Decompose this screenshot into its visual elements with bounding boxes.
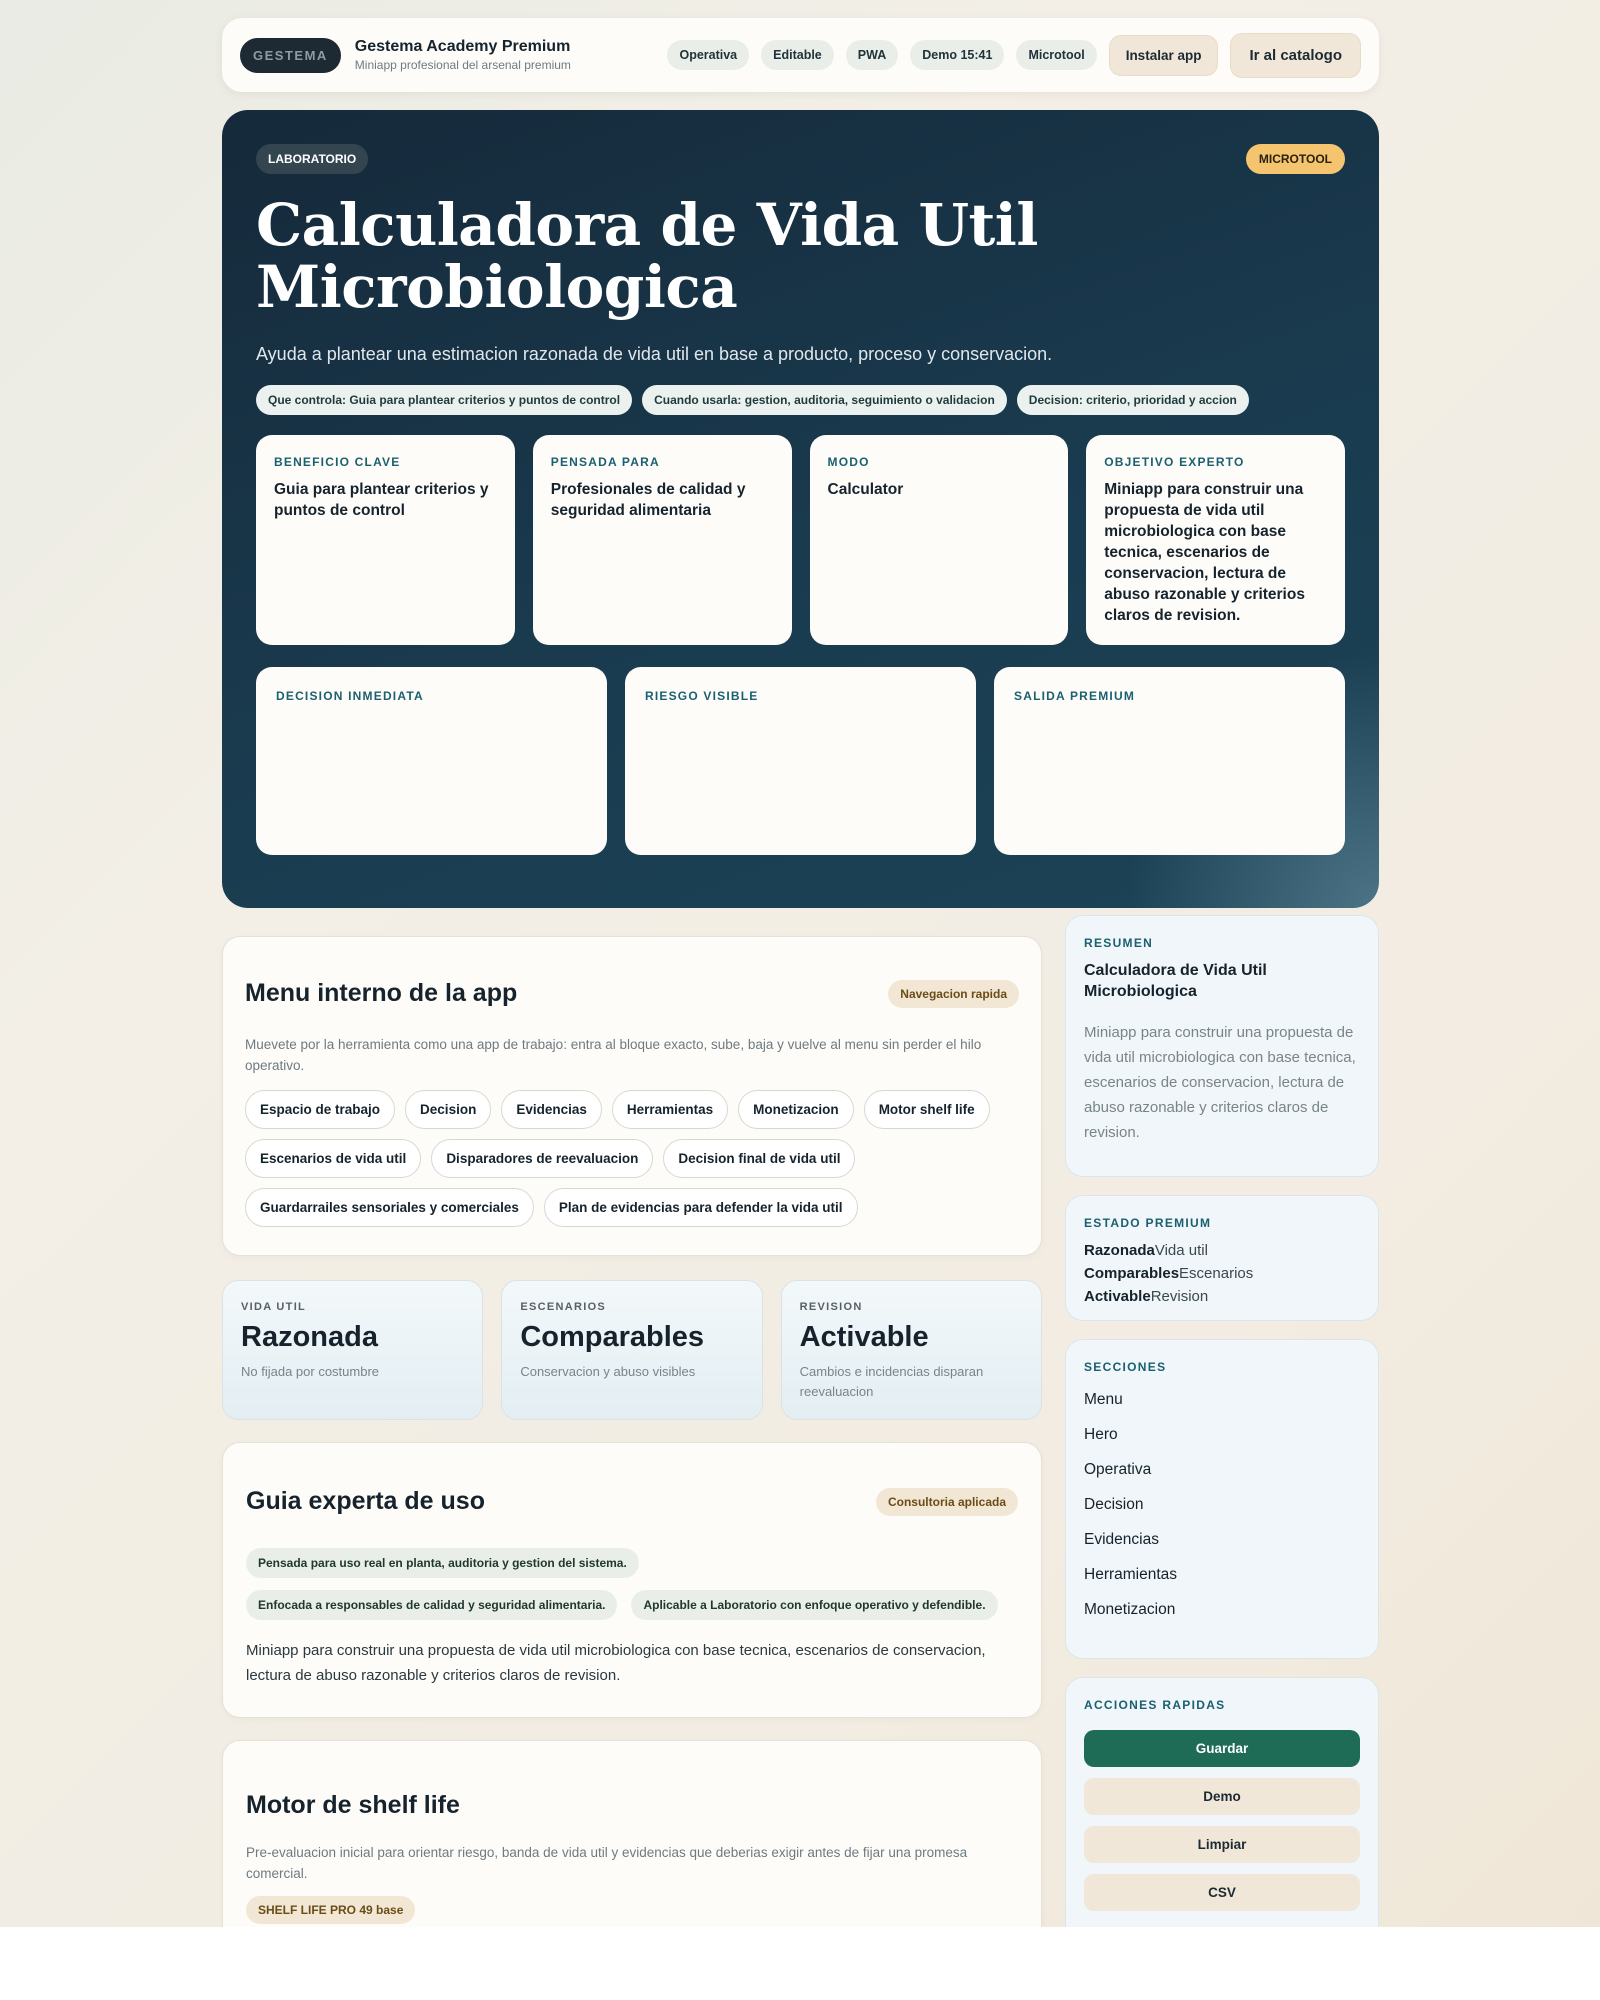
hero-card-text: Miniapp para construir una propuesta de vida util microbiologica con base tecnica, escenarios de conservacion, lectura de abuso razonable y criterios claros de revision. xyxy=(1104,481,1305,624)
hero xyxy=(222,110,1379,908)
hero-card-label: OBJETIVO EXPERTO xyxy=(1104,455,1245,469)
chip-demo-time: Demo 15:41 xyxy=(910,40,1004,70)
demo-button[interactable]: Demo xyxy=(1084,1778,1360,1815)
guide-chip: Pensada para uso real en planta, auditoria y gestion del sistema. xyxy=(246,1548,639,1578)
menu-item-espacio[interactable]: Espacio de trabajo xyxy=(245,1090,395,1129)
guide-text: Miniapp para construir una propuesta de vida util microbiologica con base tecnica, escenarios de conservacion, lectura de abuso razonable y criterios claros de revision. xyxy=(246,1642,986,1684)
hero-chips xyxy=(256,385,1345,415)
chip-microtool: Microtool xyxy=(1016,40,1096,70)
guide-title: Guia experta de uso xyxy=(246,1487,485,1515)
menu-badge: Navegacion rapida xyxy=(888,980,1019,1008)
sections-label: SECCIONES xyxy=(1084,1360,1167,1374)
hero-category-tag: LABORATORIO xyxy=(256,144,368,174)
sidebar-actions xyxy=(1065,1677,1379,1937)
stat-vida-util xyxy=(222,1280,483,1420)
top-bar xyxy=(222,18,1379,92)
hero-card-label: SALIDA PREMIUM xyxy=(1014,689,1136,703)
save-button[interactable]: Guardar xyxy=(1084,1730,1360,1767)
stat-sub: No fijada por costumbre xyxy=(241,1364,380,1379)
sidebar-summary xyxy=(1065,915,1379,1177)
state-key: Activable xyxy=(1084,1288,1151,1305)
summary-title: Calculadora de Vida Util Microbiologica xyxy=(1084,962,1267,1000)
section-link-evidencias[interactable]: Evidencias xyxy=(1084,1531,1159,1548)
menu-description: Muevete por la herramienta como una app de trabajo: entra al bloque exacto, sube, baja y vuelve al menu sin perder el hilo operativo. xyxy=(245,1037,982,1073)
stat-sub: Conservacion y abuso visibles xyxy=(520,1364,696,1379)
state-rows xyxy=(1084,1240,1360,1307)
section-link-monetizacion[interactable]: Monetizacion xyxy=(1084,1601,1176,1618)
hero-chip-controla: Que controla: Guia para plantear criterios y puntos de control xyxy=(256,385,632,415)
app-title: Gestema Academy Premium xyxy=(354,38,571,55)
hero-card-riesgo-visible xyxy=(625,667,976,855)
stat-value: Razonada xyxy=(241,1321,378,1353)
csv-button[interactable]: CSV xyxy=(1084,1874,1360,1911)
hero-card-beneficio xyxy=(256,435,515,645)
engine-title: Motor de shelf life xyxy=(246,1791,460,1819)
state-value: Revision xyxy=(1150,1288,1209,1305)
hero-description: Ayuda a plantear una estimacion razonada de vida util en base a producto, proceso y conservacion. xyxy=(256,344,1053,364)
main-column xyxy=(222,936,1042,1960)
stat-revision xyxy=(781,1280,1042,1420)
menu-item-escenarios[interactable]: Escenarios de vida util xyxy=(245,1139,421,1178)
hero-card-text: Profesionales de calidad y seguridad alimentaria xyxy=(550,481,746,519)
state-value: Vida util xyxy=(1154,1242,1208,1259)
page-blank-area xyxy=(0,1927,1600,2000)
hero-card-objetivo xyxy=(1086,435,1345,645)
engine-badge: SHELF LIFE PRO 49 base xyxy=(246,1896,415,1924)
state-row xyxy=(1084,1286,1360,1307)
stat-label: REVISION xyxy=(799,1301,863,1313)
menu-item-guardarrailes[interactable]: Guardarrailes sensoriales y comerciales xyxy=(245,1188,534,1227)
menu-item-motor[interactable]: Motor shelf life xyxy=(864,1090,990,1129)
stat-value: Activable xyxy=(799,1321,929,1353)
hero-card-label: RIESGO VISIBLE xyxy=(645,689,759,703)
hero-card-text: Guia para plantear criterios y puntos de control xyxy=(274,481,489,519)
actions-label: ACCIONES RAPIDAS xyxy=(1084,1698,1226,1712)
guide-panel xyxy=(222,1442,1042,1718)
menu-item-evidencias[interactable]: Evidencias xyxy=(501,1090,602,1129)
hero-cards-bottom xyxy=(256,667,1345,855)
state-label: ESTADO PREMIUM xyxy=(1084,1216,1212,1230)
app-shell xyxy=(222,18,1379,1917)
section-link-operativa[interactable]: Operativa xyxy=(1084,1461,1152,1478)
chip-operativa: Operativa xyxy=(667,40,749,70)
stat-label: VIDA UTIL xyxy=(241,1301,307,1313)
hero-card-label: DECISION INMEDIATA xyxy=(276,689,424,703)
install-app-button[interactable]: Instalar app xyxy=(1109,35,1219,76)
guide-badge: Consultoria aplicada xyxy=(876,1488,1018,1516)
hero-card-label: PENSADA PARA xyxy=(550,455,660,469)
menu-item-herramientas[interactable]: Herramientas xyxy=(612,1090,728,1129)
brand-logo[interactable]: GESTEMA xyxy=(240,38,341,73)
hero-cards xyxy=(256,435,1345,645)
section-link-hero[interactable]: Hero xyxy=(1084,1426,1118,1443)
hero-card-modo xyxy=(810,435,1069,645)
app-subtitle: Miniapp profesional del arsenal premium xyxy=(354,58,571,72)
engine-description: Pre-evaluacion inicial para orientar riesgo, banda de vida util y evidencias que deberias exigir antes de fijar una promesa comercial. xyxy=(246,1845,968,1881)
state-row xyxy=(1084,1263,1360,1284)
menu-item-decision[interactable]: Decision xyxy=(405,1090,491,1129)
hero-type-badge: MICROTOOL xyxy=(1246,144,1345,174)
section-link-decision[interactable]: Decision xyxy=(1084,1496,1144,1513)
guide-chip: Enfocada a responsables de calidad y seguridad alimentaria. xyxy=(246,1590,617,1620)
hero-card-pensada xyxy=(533,435,792,645)
hero-card-label: BENEFICIO CLAVE xyxy=(274,455,401,469)
state-value: Escenarios xyxy=(1179,1265,1254,1282)
section-link-menu[interactable]: Menu xyxy=(1084,1391,1123,1408)
hero-chip-decision: Decision: criterio, prioridad y accion xyxy=(1017,385,1249,415)
guide-panel-head xyxy=(246,1487,1018,1516)
menu-item-disparadores[interactable]: Disparadores de reevaluacion xyxy=(431,1139,653,1178)
menu-panel-head xyxy=(245,979,1019,1008)
menu-items xyxy=(245,1090,1015,1227)
stat-sub: Cambios e incidencias disparan reevaluacion xyxy=(799,1364,984,1399)
sidebar-sections xyxy=(1065,1339,1379,1659)
state-key: Comparables xyxy=(1084,1265,1180,1282)
menu-item-decision-final[interactable]: Decision final de vida util xyxy=(663,1139,855,1178)
guide-chips xyxy=(246,1548,1016,1620)
section-link-herramientas[interactable]: Herramientas xyxy=(1084,1566,1178,1583)
stat-label: ESCENARIOS xyxy=(520,1301,607,1313)
state-key: Razonada xyxy=(1084,1242,1155,1259)
hero-title: Calculadora de Vida Util Microbiologica xyxy=(256,191,1038,321)
chip-editable: Editable xyxy=(761,40,834,70)
hero-card-text: Calculator xyxy=(827,481,904,498)
menu-item-plan-evidencias[interactable]: Plan de evidencias para defender la vida util xyxy=(544,1188,858,1227)
clear-button[interactable]: Limpiar xyxy=(1084,1826,1360,1863)
hero-card-label: MODO xyxy=(827,455,870,469)
summary-label: RESUMEN xyxy=(1084,936,1154,950)
hero-card-decision-inmediata xyxy=(256,667,607,855)
brand-text xyxy=(355,38,571,72)
sidebar-state xyxy=(1065,1195,1379,1321)
stat-row xyxy=(222,1280,1042,1420)
chip-pwa: PWA xyxy=(846,40,898,70)
state-row xyxy=(1084,1240,1360,1261)
menu-title: Menu interno de la app xyxy=(245,979,518,1007)
menu-panel xyxy=(222,936,1042,1256)
hero-card-salida-premium xyxy=(994,667,1345,855)
sidebar xyxy=(1065,915,1379,1937)
stat-escenarios xyxy=(501,1280,762,1420)
catalog-button[interactable]: Ir al catalogo xyxy=(1230,33,1361,78)
hero-chip-cuando: Cuando usarla: gestion, auditoria, seguimiento o validacion xyxy=(642,385,1007,415)
stat-value: Comparables xyxy=(520,1321,705,1353)
guide-chip: Aplicable a Laboratorio con enfoque operativo y defendible. xyxy=(631,1590,997,1620)
menu-item-monetizacion[interactable]: Monetizacion xyxy=(738,1090,854,1129)
top-chips xyxy=(667,33,1361,78)
summary-text: Miniapp para construir una propuesta de vida util microbiologica con base tecnica, escenarios de conservacion, lectura de abuso razonable y criterios claros de revision. xyxy=(1084,1024,1356,1141)
